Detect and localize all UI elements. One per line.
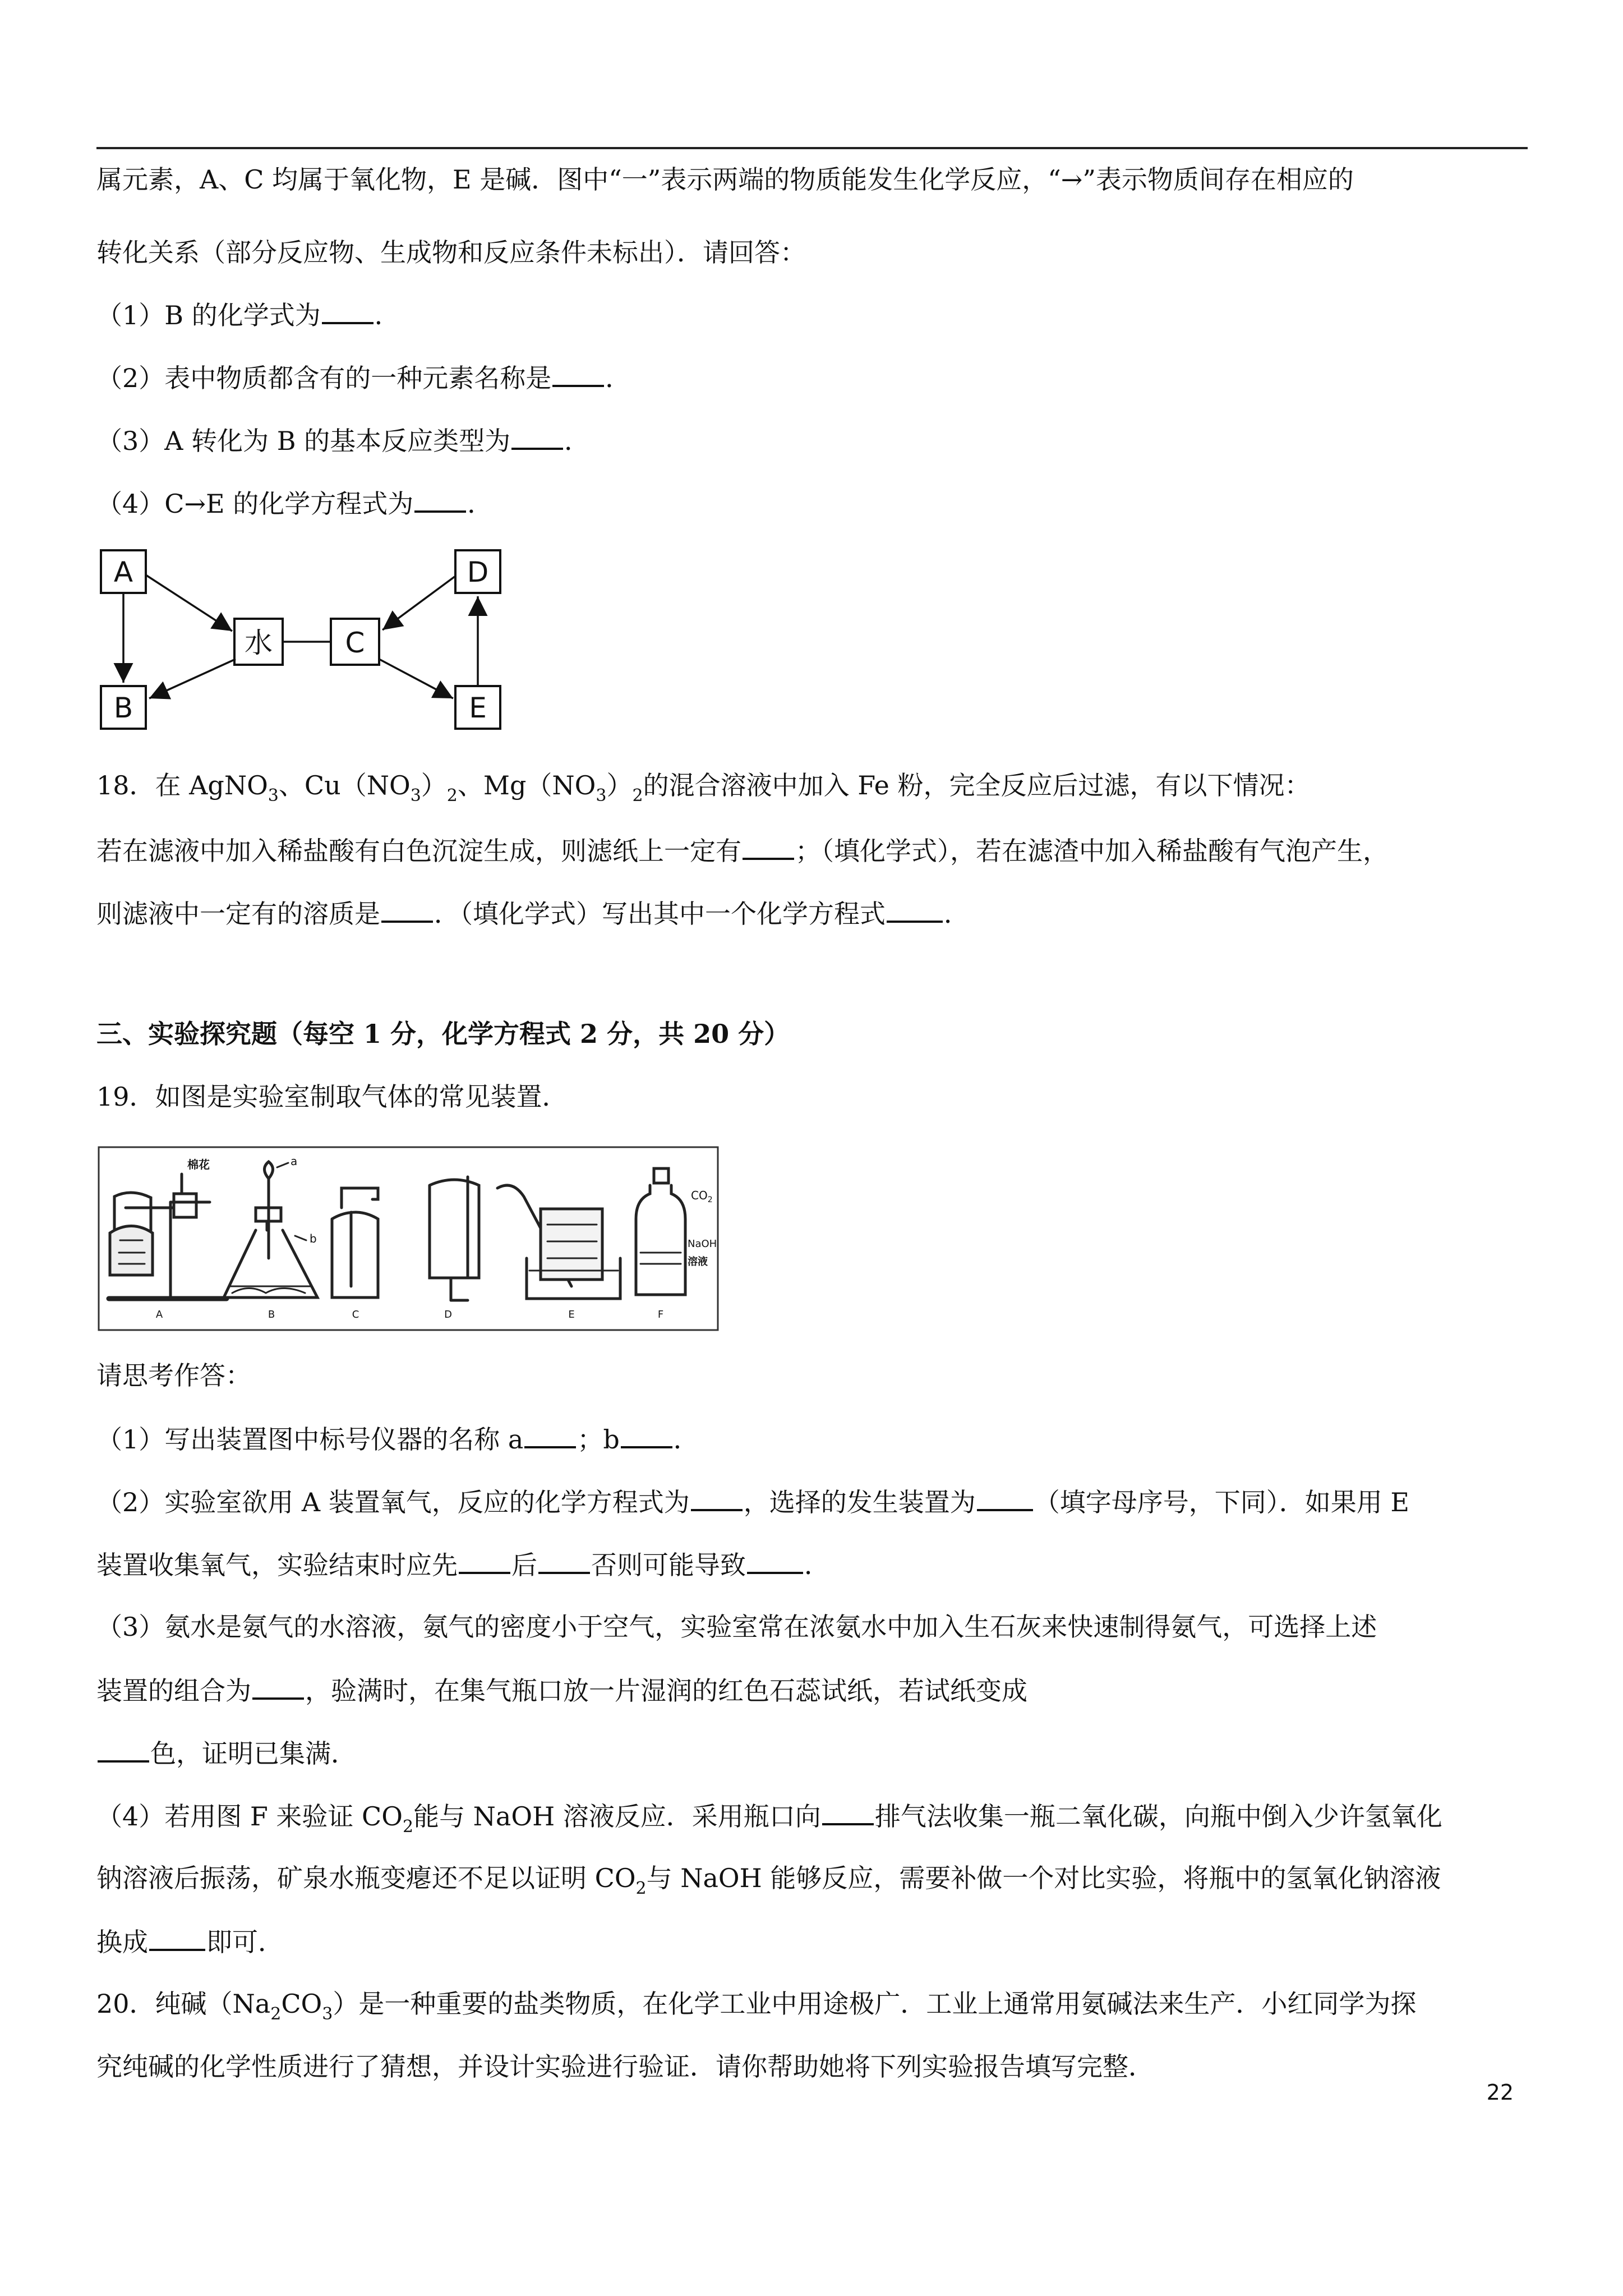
label-fig-f: F (657, 1309, 664, 1320)
answer-blank[interactable] (538, 1547, 590, 1574)
label-a: a (291, 1154, 298, 1168)
node-a-label: A (113, 556, 133, 588)
q19-title: 19．如图是实验室制取气体的常见装置． (96, 1082, 568, 1112)
label-naoh: NaOH (688, 1238, 717, 1250)
label-fig-a: A (155, 1309, 163, 1320)
q19-part-2-line-1: （2）实验室欲用 A 装置氧气，反应的化学方程式为 ，选择的发生装置为 （填字母序号，下同）．如果用 E (96, 1484, 1532, 1519)
answer-blank[interactable] (414, 486, 466, 513)
label-solution: 溶液 (688, 1256, 708, 1268)
q19-apparatus-figure (98, 1146, 719, 1331)
q19-think: 请思考作答： (96, 1360, 251, 1391)
q20-line-1: 20．纯碱$(Na_2CO_3)$是一种重要的盐类物质，在化学工业中用途极广．工业上通常用氨碱法来生产．小红同学为探 (96, 1989, 1417, 2024)
label-fig-b: B (268, 1309, 275, 1320)
q19-part-1: （1）写出装置图中标号仪器的名称 a ；b ． (96, 1421, 1532, 1456)
node-d-label: D (467, 556, 489, 588)
q19-part-3-line-1: （3）氨水是氨气的水溶液，氨气的密度小于空气，实验室常在浓氨水中加入生石灰来快速制得氨气，可选择上述 (96, 1612, 1377, 1642)
answer-blank[interactable] (887, 896, 943, 923)
q18-line-1: 18．在 AgNO$_3$、$Cu(NO_3)_2$、$Mg(NO_3)_2$的混合溶液中加入 Fe 粉，完全反应后过滤，有以下情况： (96, 770, 1311, 806)
q19-part-3-line-3: 色，证明已集满． (96, 1736, 1532, 1770)
q19-part-3-line-2: 装置的组合为 ，验满时，在集气瓶口放一片湿润的红色石蕊试纸，若试纸变成 (96, 1673, 1532, 1708)
node-e-label: E (469, 692, 487, 724)
label-fig-e: E (568, 1309, 575, 1320)
q19-part-4-line-2: 钠溶液后振荡，矿泉水瓶变瘪还不足以证明 $CO_2$与 NaOH 能够反应，需要补做一个对比实验，将瓶中的氢氧化钠溶液 (96, 1863, 1441, 1898)
label-fig-d: D (444, 1309, 452, 1320)
answer-blank[interactable] (98, 1736, 149, 1763)
answer-blank[interactable] (552, 360, 604, 387)
answer-blank[interactable] (149, 1924, 205, 1951)
label-co2: $CO_2$ (691, 1189, 713, 1204)
label-fig-c: C (352, 1309, 359, 1320)
header-rule (96, 147, 1528, 149)
arrow-d-to-c (382, 576, 455, 630)
q20-line-2: 究纯碱的化学性质进行了猜想，并设计实验进行验证．请你帮助她将下列实验报告填写完整． (96, 2051, 1154, 2082)
answer-blank[interactable] (822, 1798, 874, 1825)
q17-part-3: （3）A 转化为 B 的基本反应类型为 ． (96, 423, 1532, 458)
q19-part-2-line-2: 装置收集氧气，实验结束时应先 后 否则可能导致 ． (96, 1547, 1532, 1582)
q19-part-4-line-1: （4）若用图 F 来验证 $CO_2$能与 NaOH 溶液反应．采用瓶口向 排气法收集一瓶二氧化碳，向瓶中倒入少许氢氧化 (96, 1798, 1532, 1837)
q17-part-2: （2）表中物质都含有的一种元素名称是 ． (96, 360, 1532, 395)
node-c-label: C (345, 627, 365, 659)
section-3-title: 三、实验探究题（每空 1 分，化学方程式 2 分，共 20 分） (96, 1019, 790, 1049)
answer-blank[interactable] (621, 1421, 672, 1448)
q17-intro-line-2: 转化关系（部分反应物、生成物和反应条件未标出）．请回答： (96, 237, 806, 268)
page-number: 22 (1486, 2080, 1514, 2105)
answer-blank[interactable] (511, 423, 563, 450)
answer-blank[interactable] (459, 1547, 510, 1574)
node-water-label: 水 (245, 627, 273, 659)
q17-relationship-diagram (95, 547, 510, 738)
q17-part-4: （4）C→E 的化学方程式为 ． (96, 486, 1532, 521)
arrow-a-to-water (146, 575, 232, 631)
arrow-water-to-b (149, 659, 236, 698)
q18-line-2: 若在滤液中加入稀盐酸有白色沉淀生成，则滤纸上一定有 ；（填化学式），若在滤渣中加入稀盐酸有气泡产生， (96, 833, 1532, 868)
answer-blank[interactable] (691, 1484, 743, 1511)
arrow-c-to-e (379, 659, 453, 698)
answer-blank[interactable] (743, 833, 794, 860)
q19-part-4-line-3: 换成 即可． (96, 1924, 1532, 1959)
label-cotton: 棉花 (187, 1158, 210, 1171)
q17-intro-line-1: 属元素，A、C 均属于氧化物，E 是碱．图中“一”表示两端的物质能发生化学反应，“→”表示物质间存在相应的 (96, 164, 1354, 195)
node-b-label: B (113, 692, 133, 724)
label-b: b (310, 1232, 317, 1245)
answer-blank[interactable] (381, 896, 433, 923)
q17-part-1: （1）B 的化学式为 ． (96, 297, 1532, 332)
answer-blank[interactable] (252, 1673, 304, 1700)
answer-blank[interactable] (322, 297, 374, 324)
answer-blank[interactable] (747, 1547, 803, 1574)
answer-blank[interactable] (524, 1421, 576, 1448)
answer-blank[interactable] (977, 1484, 1033, 1511)
q18-line-3: 则滤液中一定有的溶质是 ．（填化学式）写出其中一个化学方程式 ． (96, 896, 1532, 931)
